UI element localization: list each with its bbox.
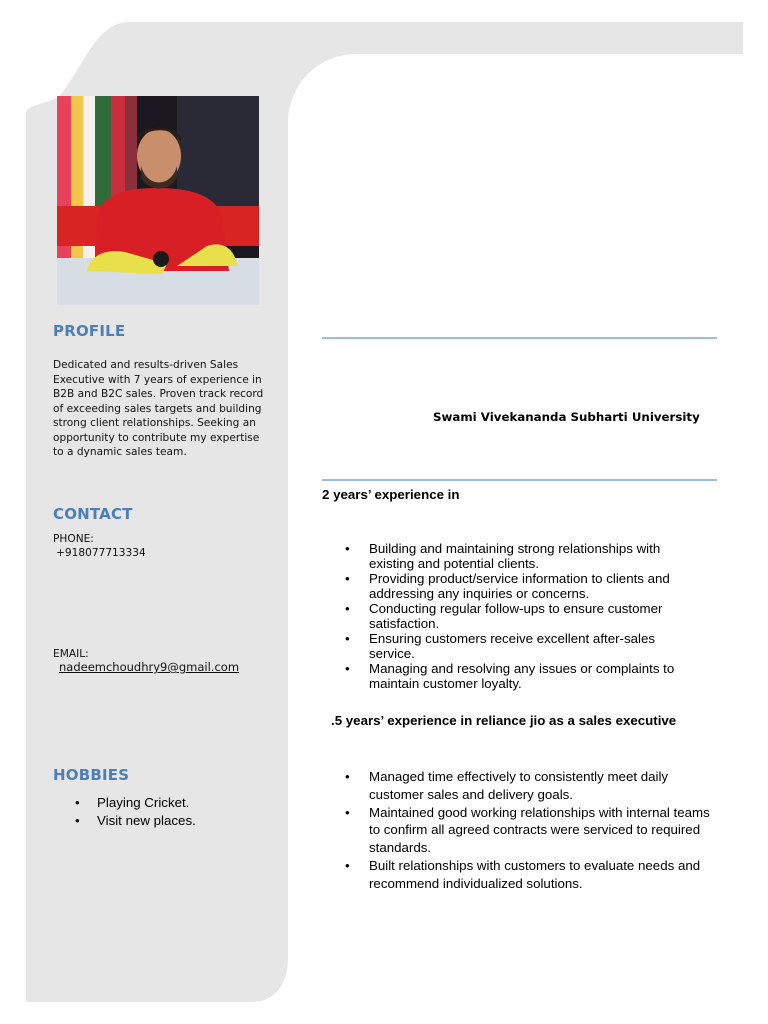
experience-title: .5 years’ experience in reliance jio as a sales executive xyxy=(331,713,677,728)
experience-title: 2 years’ experience in xyxy=(322,487,460,502)
hobby-item: • Visit new places. xyxy=(75,812,196,830)
profile-photo xyxy=(57,96,259,305)
list-item: • Providing product/service information to clients and addressing any inquiries or concerns. xyxy=(345,571,695,601)
hobbies-list xyxy=(75,794,196,830)
list-item: • Ensuring customers receive excellent after-sales service. xyxy=(345,631,695,661)
profile-summary: Dedicated and results-driven Sales Executive with 7 years of experience in B2B and B2C sales. Proven track record of exceeding sales targets and building strong client relationships. Seeking an opportunity to contribute my expertise to a dynamic sales team. xyxy=(53,359,264,458)
email-link[interactable]: nadeemchoudhry9@gmail.com xyxy=(59,660,240,674)
experience-bullets xyxy=(345,541,695,691)
list-item: • Building and maintaining strong relationships with existing and potential clients. xyxy=(345,541,695,571)
experience-bullets xyxy=(345,768,717,893)
profile-heading: PROFILE xyxy=(53,322,126,340)
list-item: • Conducting regular follow-ups to ensure customer satisfaction. xyxy=(345,601,695,631)
hobbies-heading: HOBBIES xyxy=(53,766,130,784)
hobby-item: • Playing Cricket. xyxy=(75,794,196,812)
email-label: EMAIL: xyxy=(53,648,89,660)
section-divider xyxy=(322,479,717,481)
section-divider xyxy=(322,337,717,339)
contact-heading: CONTACT xyxy=(53,505,133,523)
university-name: Swami Vivekananda Subharti University xyxy=(433,410,700,424)
list-item: • Maintained good working relationships with internal teams to confirm all agreed contracts were serviced to required standards. xyxy=(345,804,717,857)
phone-value: +918077713334 xyxy=(56,547,146,559)
list-item: • Built relationships with customers to evaluate needs and recommend individualized solutions. xyxy=(345,857,717,893)
list-item: • Managed time effectively to consistently meet daily customer sales and delivery goals. xyxy=(345,768,717,804)
list-item: • Managing and resolving any issues or complaints to maintain customer loyalty. xyxy=(345,661,695,691)
phone-label: PHONE: xyxy=(53,533,94,545)
